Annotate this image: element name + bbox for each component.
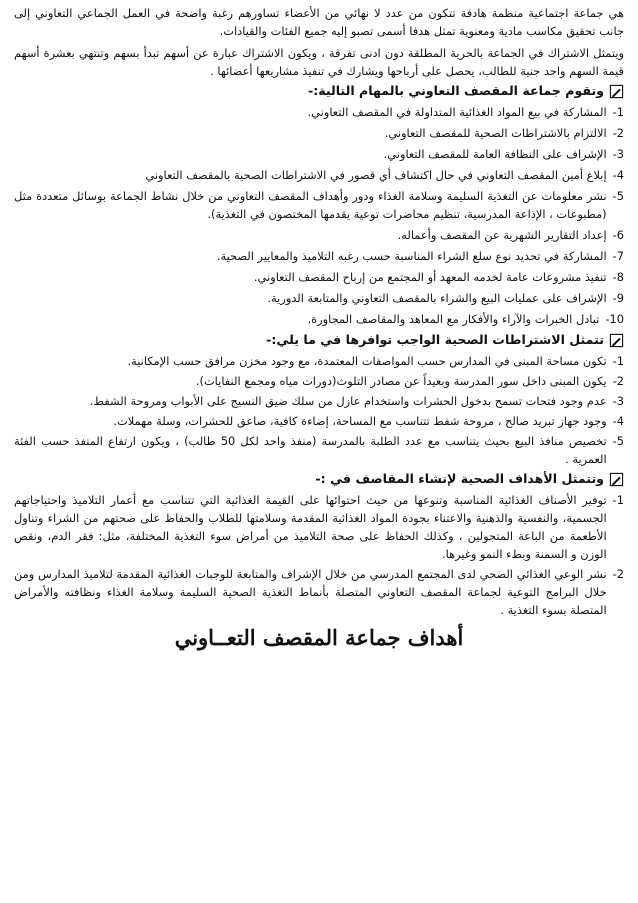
section1-heading-text: وتقوم جماعة المقصف التعاوني بالمهام التالية:- <box>307 83 604 98</box>
item-number: 2- <box>612 374 624 388</box>
item-number: 7- <box>612 249 624 263</box>
pencil-icon <box>609 84 624 99</box>
item-number: 4- <box>612 414 624 428</box>
section1-item <box>14 187 624 223</box>
section3-heading <box>14 470 624 488</box>
item-text: نشر معلومات عن التغذية السليمة وسلامة الغذاء ودور وأهداف المقصف التعاوني من خلال نشاط الجماعة بوسائل متعددة مثل (مطبوعات ، الإذاعة المدرسية، تنظيم محاضرات توعية يقدمها المختصون في التغذية). <box>14 189 607 221</box>
section1-heading <box>14 82 624 100</box>
item-number: 3- <box>612 394 624 408</box>
item-number: 4- <box>612 168 624 182</box>
item-text: تكون مساحة المبنى في المدارس حسب المواصفات المعتمدة، مع وجود مخزن مرافق حسب الإمكانية. <box>127 354 607 368</box>
item-number: 1- <box>612 105 624 119</box>
item-text: الإشراف على عمليات البيع والشراء بالمقصف التعاوني والمتابعة الدورية. <box>267 291 607 305</box>
section2-heading <box>14 331 624 349</box>
section1-item <box>14 103 624 121</box>
item-number: 5- <box>612 189 624 203</box>
item-number: 6- <box>612 228 624 242</box>
section1-item <box>14 145 624 163</box>
section2-item <box>14 392 624 410</box>
section3-item <box>14 565 624 619</box>
section2-heading-text: تتمثل الاشتراطات الصحية الواجب توافرها في ما يلي:- <box>266 332 604 347</box>
item-text: إبلاغ أمين المقصف التعاوني في حال اكتشاف أي قصور في الاشتراطات الصحية بالمقصف التعاوني <box>145 168 607 182</box>
section1-item <box>14 289 624 307</box>
intro-paragraph-1: هي جماعة اجتماعية منظمة هادفة تتكون من عدد لا نهائي من الأعضاء تساورهم رغبة واضحة في العمل الجماعي التعاوني إلى جانب تحقيق مكاسب مادية ومعنوية تمثل هدفا أسمى تصبو إليه جميع الفئات والقيادات. <box>14 6 624 38</box>
pencil-icon <box>609 333 624 348</box>
item-text: الالتزام بالاشتراطات الصحية للمقصف التعاوني. <box>384 126 607 140</box>
section2-item <box>14 372 624 390</box>
item-number: 2- <box>612 567 624 581</box>
item-text: المشاركة في بيع المواد الغذائية المتداولة في المقصف التعاوني. <box>307 105 607 119</box>
section1-item <box>14 124 624 142</box>
item-number: 2- <box>612 126 624 140</box>
item-text: تخصيص منافذ البيع بحيث يتناسب مع عدد الطلبة بالمدرسة (منفذ واحد لكل 50 طالب) ، ويكون ارتفاع المنفذ حسب الفئة العمرية . <box>14 434 607 466</box>
section1-item <box>14 247 624 265</box>
item-number: 1- <box>612 354 624 368</box>
item-number: 3- <box>612 147 624 161</box>
item-text: يكون المبنى داخل سور المدرسة وبعيداً عن مصادر التلوث(دورات مياه ومجمع النفايات). <box>195 374 607 388</box>
section1-item <box>14 310 624 328</box>
section1-item <box>14 268 624 286</box>
item-text: الإشراف على النظافة العامة للمقصف التعاوني. <box>383 147 607 161</box>
section2-item <box>14 352 624 370</box>
item-text: عدم وجود فتحات تسمح بدخول الحشرات واستخدام عازل من سلك ضيق النسيج على الأبواب ومروحة الشفط. <box>89 394 607 408</box>
item-number: 10- <box>605 312 624 326</box>
pencil-icon <box>609 472 624 487</box>
section2-item <box>14 432 624 468</box>
item-text: المشاركة في تحديد نوع سلع الشراء المناسبة حسب رغبه التلاميذ والمعايير الصحية. <box>216 249 607 263</box>
item-number: 1- <box>612 493 624 507</box>
item-number: 5- <box>612 434 624 448</box>
section3-item <box>14 491 624 563</box>
section3-heading-text: وتتمثل الأهداف الصحية لإنشاء المقاصف في :- <box>315 471 604 486</box>
section2-item <box>14 412 624 430</box>
item-text: وجود جهاز تبريد صالح ، مروحة شفط تتناسب مع المساحة، إضاءة كافية، صاعق للحشرات، وسلة مهملات. <box>113 414 607 428</box>
item-text: تنفيذ مشروعات عامة لخدمه المعهد أو المجتمع من إرباح المقصف التعاوني. <box>253 270 607 284</box>
intro-paragraph-2: ويتمثل الاشتراك في الجماعة بالحرية المطلقة دون ادنى تفرقة ، ويكون الاشتراك عبارة عن أسهم تبدأ بسهم وتنتهي بعشرة أسهم قيمة السهم واحد جنية للطالب، يحصل على أرباحها ويشارك في تنفيذ مشاريعها أعضائها . <box>14 46 624 78</box>
item-text: إعداد التقارير الشهرية عن المقصف وأعماله. <box>397 228 607 242</box>
item-number: 9- <box>612 291 624 305</box>
item-text: توفير الأصناف الغذائية المناسبة وتنوعها من حيث احتوائها على القيمة الغذائية التي تتناسب مع أعمار التلاميذ واحتياجاتهم الجسمية، والنفسية والذهنية والاعتناء بجودة المواد الغذائية المقدمة وسلامتها للطلاب والحفاظ على صحتهم من الشراء وتناول الأطعمة من الباعة المتجولين ، وكذلك الحفاظ على صحة التلاميذ من أمراض سوء التغذية المختلفة، مثل: فقر الدم، ونقص الوزن و السمنة وبطء النمو وغيرها. <box>14 493 607 561</box>
page-title: أهداف جماعة المقصف التعــاوني <box>174 625 464 650</box>
section1-item <box>14 166 624 184</box>
item-text: نشر الوعي الغذائي الصحي لدى المجتمع المدرسي من خلال الإشراف والمتابعة للوجبات الغذائية المقدمة لتلاميذ المدارس ومن خلال البرامج التوعية لجماعة المقصف التعاوني المتصلة بأنماط التغذية الصحية السليمة وسلامة الغذاء ونظافته والأمراض المتصلة بسوء التغذية . <box>14 567 607 617</box>
section1-item <box>14 226 624 244</box>
item-text: تبادل الخبرات والآراء والأفكار مع المعاهد والمقاصف المجاورة. <box>307 312 600 326</box>
item-number: 8- <box>612 270 624 284</box>
